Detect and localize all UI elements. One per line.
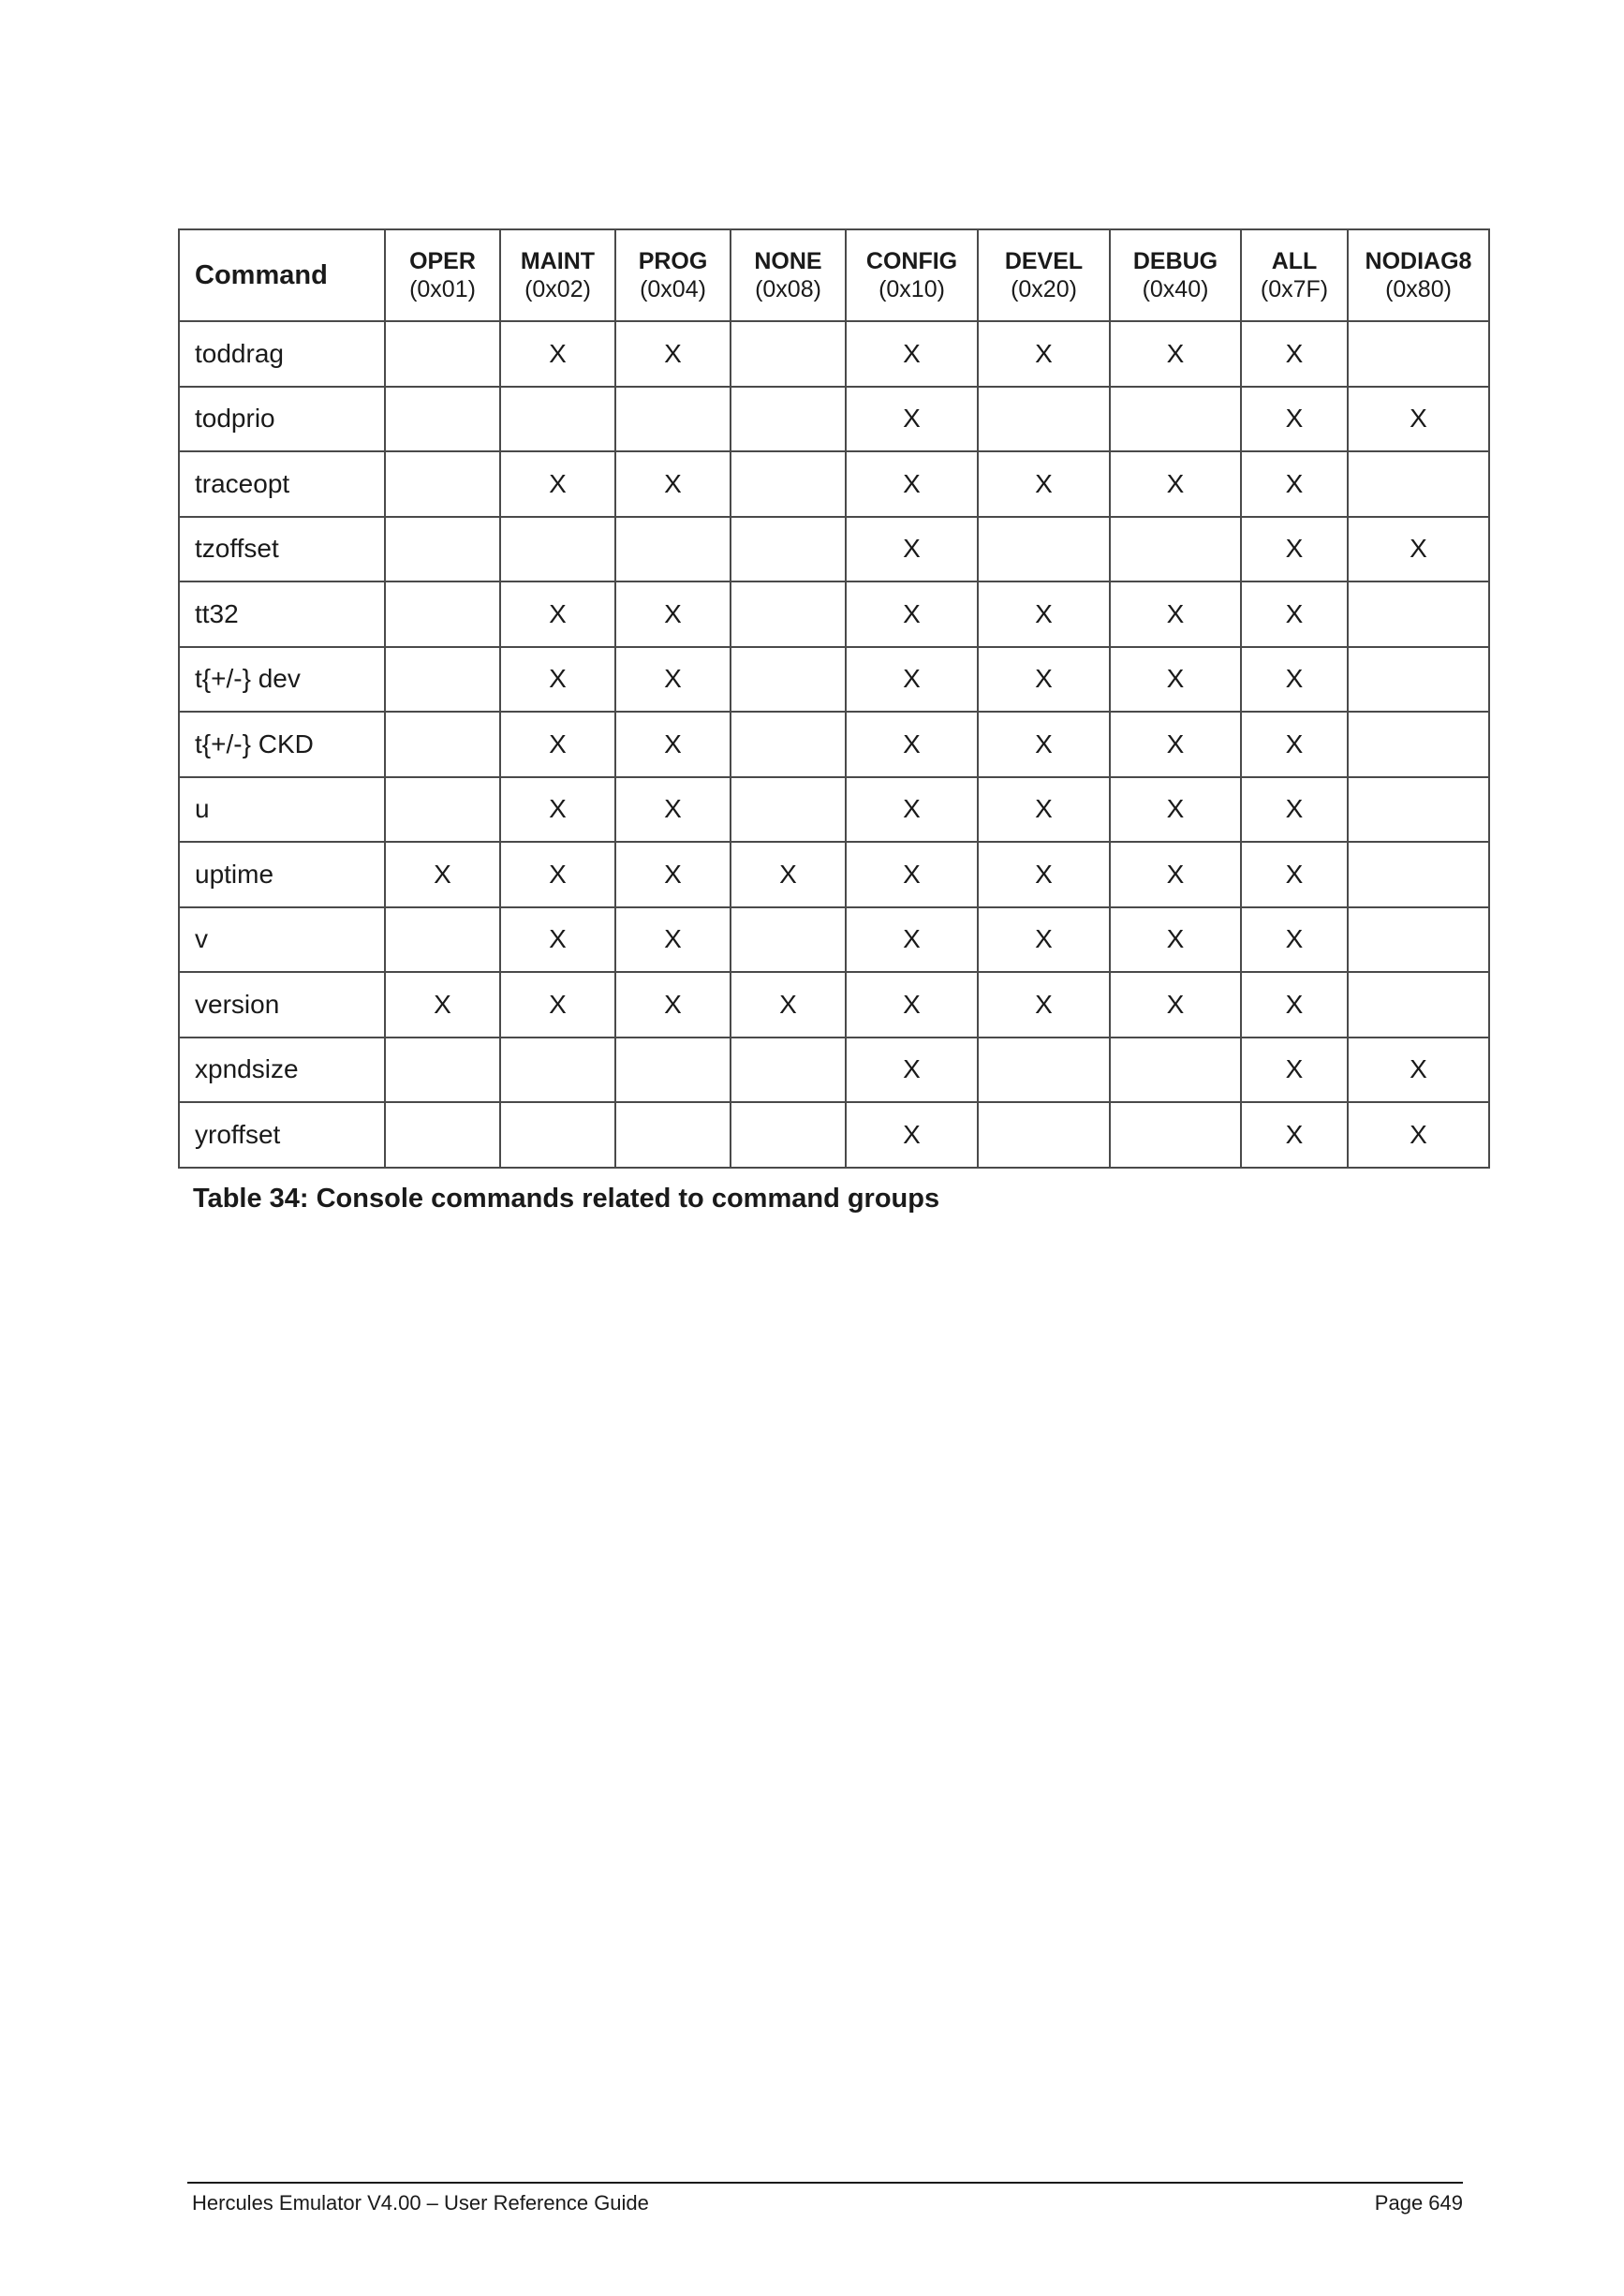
table-body (179, 321, 1489, 1168)
command-name-cell: tt32 (179, 581, 385, 647)
table-row (179, 907, 1489, 973)
group-code: (0x01) (409, 276, 476, 302)
group-mark-cell: X (1241, 712, 1348, 777)
group-mark-cell: X (615, 842, 731, 907)
group-mark-cell: X (846, 581, 978, 647)
group-mark-cell: X (846, 907, 978, 973)
group-mark-cell: X (846, 1102, 978, 1168)
group-mark-cell (385, 1102, 500, 1168)
group-mark-cell: X (846, 387, 978, 452)
command-name-cell: t{+/-} CKD (179, 712, 385, 777)
table-row (179, 581, 1489, 647)
group-mark-cell: X (615, 647, 731, 713)
group-mark-cell: X (731, 842, 846, 907)
group-mark-cell: X (385, 972, 500, 1038)
group-mark-cell (385, 647, 500, 713)
footer-document-title: Hercules Emulator V4.00 – User Reference Guide (192, 2191, 649, 2215)
group-mark-cell: X (1110, 777, 1241, 843)
group-mark-cell (1348, 842, 1489, 907)
group-mark-cell: X (846, 647, 978, 713)
group-mark-cell: X (1348, 1038, 1489, 1103)
group-mark-cell (385, 1038, 500, 1103)
group-mark-cell (615, 1038, 731, 1103)
group-name: ALL (1271, 248, 1318, 274)
group-mark-cell: X (1241, 972, 1348, 1038)
group-mark-cell (731, 777, 846, 843)
column-header-nodiag8 (1348, 229, 1489, 321)
group-mark-cell: X (1110, 581, 1241, 647)
column-header-oper (385, 229, 500, 321)
command-groups-table (178, 228, 1490, 1169)
group-mark-cell: X (846, 972, 978, 1038)
group-mark-cell: X (1110, 972, 1241, 1038)
table-row (179, 647, 1489, 713)
command-name-cell: u (179, 777, 385, 843)
group-mark-cell: X (615, 451, 731, 517)
footer-divider (187, 2182, 1463, 2184)
group-mark-cell (731, 517, 846, 582)
column-header-all (1241, 229, 1348, 321)
command-name-cell: todprio (179, 387, 385, 452)
group-mark-cell: X (846, 1038, 978, 1103)
group-name: DEBUG (1132, 248, 1218, 274)
group-mark-cell: X (1241, 517, 1348, 582)
group-mark-cell (1348, 581, 1489, 647)
table-row (179, 972, 1489, 1038)
group-mark-cell: X (615, 321, 731, 387)
group-mark-cell: X (615, 907, 731, 973)
group-mark-cell (500, 1102, 615, 1168)
group-mark-cell: X (978, 581, 1110, 647)
group-mark-cell: X (1348, 517, 1489, 582)
table-row (179, 321, 1489, 387)
group-code: (0x40) (1142, 276, 1209, 302)
group-mark-cell: X (978, 321, 1110, 387)
command-name-cell: xpndsize (179, 1038, 385, 1103)
group-code: (0x02) (524, 276, 591, 302)
group-mark-cell: X (500, 972, 615, 1038)
command-name-cell: t{+/-} dev (179, 647, 385, 713)
group-mark-cell: X (846, 777, 978, 843)
group-mark-cell: X (500, 777, 615, 843)
group-mark-cell (500, 517, 615, 582)
group-name: DEVEL (1004, 248, 1084, 274)
group-mark-cell: X (978, 712, 1110, 777)
group-mark-cell (978, 387, 1110, 452)
group-name: NONE (754, 248, 822, 274)
table-row (179, 387, 1489, 452)
group-mark-cell (731, 387, 846, 452)
group-mark-cell (385, 387, 500, 452)
column-header-maint (500, 229, 615, 321)
group-mark-cell (1110, 517, 1241, 582)
group-mark-cell: X (500, 647, 615, 713)
group-code: (0x7F) (1260, 276, 1329, 302)
table-header-row (179, 229, 1489, 321)
group-mark-cell (385, 321, 500, 387)
group-mark-cell (1348, 647, 1489, 713)
group-mark-cell: X (1110, 907, 1241, 973)
group-mark-cell (615, 517, 731, 582)
table-caption: Table 34: Console commands related to command groups (193, 1184, 940, 1214)
group-mark-cell (615, 387, 731, 452)
table-row (179, 842, 1489, 907)
group-mark-cell: X (1241, 387, 1348, 452)
group-mark-cell: X (846, 712, 978, 777)
group-mark-cell (385, 777, 500, 843)
table-row (179, 712, 1489, 777)
group-mark-cell (978, 1038, 1110, 1103)
group-mark-cell: X (500, 712, 615, 777)
group-mark-cell (731, 647, 846, 713)
table-row (179, 777, 1489, 843)
group-code: (0x04) (640, 276, 706, 302)
group-mark-cell: X (1241, 647, 1348, 713)
group-mark-cell (385, 451, 500, 517)
group-mark-cell: X (978, 647, 1110, 713)
column-header-prog (615, 229, 731, 321)
group-mark-cell (385, 907, 500, 973)
group-mark-cell: X (1110, 321, 1241, 387)
group-mark-cell: X (1110, 451, 1241, 517)
group-mark-cell (1348, 712, 1489, 777)
command-name-cell: version (179, 972, 385, 1038)
group-mark-cell: X (1348, 387, 1489, 452)
group-mark-cell (1348, 451, 1489, 517)
group-code: (0x08) (755, 276, 821, 302)
group-mark-cell (385, 712, 500, 777)
group-mark-cell (978, 1102, 1110, 1168)
group-mark-cell (731, 712, 846, 777)
group-mark-cell: X (615, 712, 731, 777)
command-name-cell: tzoffset (179, 517, 385, 582)
group-mark-cell: X (1110, 712, 1241, 777)
group-mark-cell (731, 321, 846, 387)
group-mark-cell: X (731, 972, 846, 1038)
group-name: CONFIG (865, 248, 958, 274)
group-mark-cell: X (1110, 647, 1241, 713)
group-mark-cell (1348, 321, 1489, 387)
group-mark-cell: X (615, 972, 731, 1038)
group-mark-cell (500, 387, 615, 452)
group-mark-cell: X (846, 451, 978, 517)
group-mark-cell (731, 1102, 846, 1168)
table-row (179, 451, 1489, 517)
group-mark-cell: X (1241, 907, 1348, 973)
group-mark-cell (1348, 972, 1489, 1038)
group-mark-cell (978, 517, 1110, 582)
command-name-cell: traceopt (179, 451, 385, 517)
table-row (179, 1102, 1489, 1168)
group-mark-cell: X (1241, 842, 1348, 907)
group-mark-cell (731, 907, 846, 973)
footer-page-number: Page 649 (1374, 2191, 1463, 2215)
group-mark-cell: X (500, 842, 615, 907)
group-mark-cell (1348, 777, 1489, 843)
group-mark-cell: X (1241, 451, 1348, 517)
group-mark-cell (1110, 1102, 1241, 1168)
column-header-config (846, 229, 978, 321)
group-name: PROG (638, 248, 708, 274)
group-mark-cell (500, 1038, 615, 1103)
command-name-cell: toddrag (179, 321, 385, 387)
group-mark-cell: X (1241, 581, 1348, 647)
group-mark-cell: X (1241, 777, 1348, 843)
group-mark-cell: X (1241, 1038, 1348, 1103)
group-mark-cell (731, 1038, 846, 1103)
group-code: (0x20) (1011, 276, 1077, 302)
command-name-cell: v (179, 907, 385, 973)
group-name: OPER (409, 248, 476, 274)
column-header-debug (1110, 229, 1241, 321)
group-mark-cell: X (978, 777, 1110, 843)
column-header-devel (978, 229, 1110, 321)
group-mark-cell: X (978, 451, 1110, 517)
group-mark-cell: X (978, 972, 1110, 1038)
group-mark-cell (385, 517, 500, 582)
table-row (179, 517, 1489, 582)
group-mark-cell (731, 581, 846, 647)
group-mark-cell: X (500, 321, 615, 387)
group-mark-cell (385, 581, 500, 647)
group-mark-cell: X (615, 581, 731, 647)
group-mark-cell (1110, 1038, 1241, 1103)
group-mark-cell: X (615, 777, 731, 843)
table-row (179, 1038, 1489, 1103)
group-mark-cell (615, 1102, 731, 1168)
group-mark-cell: X (978, 907, 1110, 973)
group-mark-cell: X (500, 581, 615, 647)
group-code: (0x10) (878, 276, 945, 302)
command-name-cell: yroffset (179, 1102, 385, 1168)
group-mark-cell: X (385, 842, 500, 907)
group-mark-cell: X (1241, 1102, 1348, 1168)
group-mark-cell: X (978, 842, 1110, 907)
column-header-none (731, 229, 846, 321)
group-mark-cell: X (846, 517, 978, 582)
group-mark-cell: X (846, 842, 978, 907)
group-mark-cell (1110, 387, 1241, 452)
group-mark-cell (1348, 907, 1489, 973)
group-mark-cell: X (846, 321, 978, 387)
group-mark-cell: X (1110, 842, 1241, 907)
group-mark-cell: X (500, 451, 615, 517)
group-mark-cell (731, 451, 846, 517)
group-mark-cell: X (1348, 1102, 1489, 1168)
group-mark-cell: X (1241, 321, 1348, 387)
group-name: NODIAG8 (1365, 248, 1472, 274)
group-mark-cell: X (500, 907, 615, 973)
command-name-cell: uptime (179, 842, 385, 907)
group-name: MAINT (520, 248, 596, 274)
column-header-command: Command (179, 229, 385, 321)
group-code: (0x80) (1385, 276, 1452, 302)
